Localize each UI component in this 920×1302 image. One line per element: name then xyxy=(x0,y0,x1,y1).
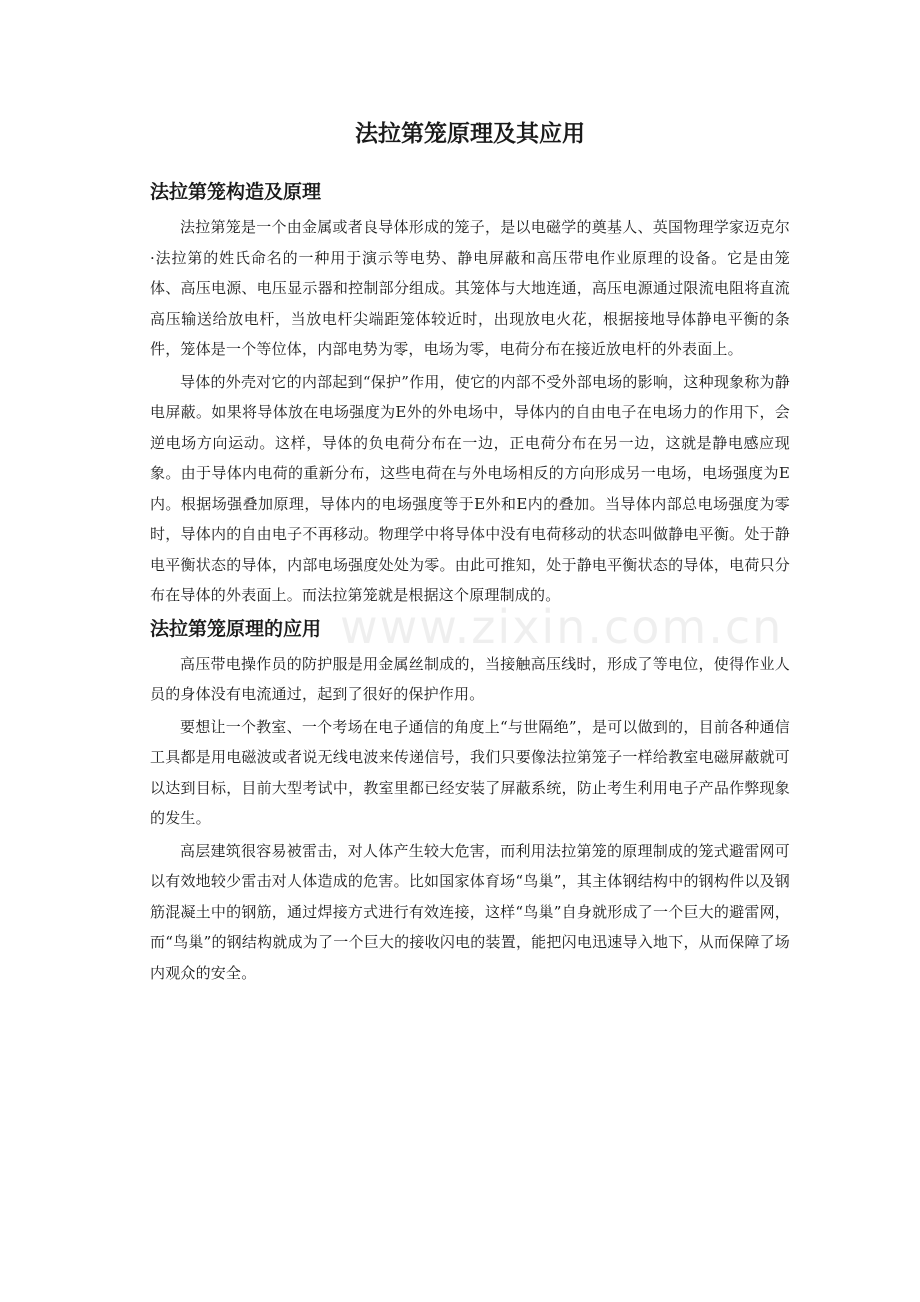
paragraph: 高层建筑很容易被雷击，对人体产生较大危害，而利用法拉第笼的原理制成的笼式避雷网可以有效地较少雷击对人体造成的危害。比如国家体育场“鸟巢”，其主体钢结构中的钢构件以及钢筋混凝土中的钢筋，通过焊接方式进行有效连接，这样“鸟巢”自身就形成了一个巨大的避雷网，而“鸟巢”的钢结构就成为了一个巨大的接收闪电的装置，能把闪电迅速导入地下，从而保障了场内观众的安全。 xyxy=(150,841,790,982)
document-page xyxy=(150,112,790,990)
section-applications xyxy=(150,613,790,989)
paragraph: 要想让一个教室、一个考场在电子通信的角度上“与世隔绝”，是可以做到的，目前各种通信工具都是用电磁波或者说无线电波来传递信号，我们只要像法拉第笼子一样给教室电磁屏蔽就可以达到目标，目前大型考试中，教室里都已经安装了屏蔽系统，防止考生利用电子产品作弊现象的发生。 xyxy=(150,717,790,827)
section-heading: 法拉第笼原理的应用 xyxy=(150,617,322,640)
section-structure-principle xyxy=(150,176,790,611)
section-heading: 法拉第笼构造及原理 xyxy=(150,181,322,203)
paragraph: 高压带电操作员的防护服是用金属丝制成的，当接触高压线时，形成了等电位，使得作业人员的身体没有电流通过，起到了很好的保护作用。 xyxy=(150,654,790,703)
watermark: www.zixin.com.cn xyxy=(340,600,784,654)
paragraph: 法拉第笼是一个由金属或者良导体形成的笼子，是以电磁学的奠基人、英国物理学家迈克尔·法拉第的姓氏命名的一种用于演示等电势、静电屏蔽和高压带电作业原理的设备。它是由笼体、高压电源、电压显示器和控制部分组成。其笼体与大地连通，高压电源通过限流电阻将直流高压输送给放电杆，当放电杆尖端距笼体较近时，出现放电火花，根据接地导体静电平衡的条件，笼体是一个等位体，内部电势为零，电场为零，电荷分布在接近放电杆的外表面上。 xyxy=(150,218,790,358)
paragraph: 导体的外壳对它的内部起到“保护”作用，使它的内部不受外部电场的影响，这种现象称为静电屏蔽。如果将导体放在电场强度为E外的外电场中，导体内的自由电子在电场力的作用下，会逆电场方向运动。这样，导体的负电荷分布在一边，正电荷分布在另一边，这就是静电感应现象。由于导体内电荷的重新分布，这些电荷在与外电场相反的方向形成另一电场，电场强度为E内。根据场强叠加原理，导体内的电场强度等于E外和E内的叠加。当导体内部总电场强度为零时，导体内的自由电子不再移动。物理学中将导体中没有电荷移动的状态叫做静电平衡。处于静电平衡状态的导体，内部电场强度处处为零。由此可推知，处于静电平衡状态的导体，电荷只分布在导体的外表面上。而法拉第笼就是根据这个原理制成的。 xyxy=(150,372,790,604)
document-title: 法拉第笼原理及其应用 xyxy=(355,121,585,147)
